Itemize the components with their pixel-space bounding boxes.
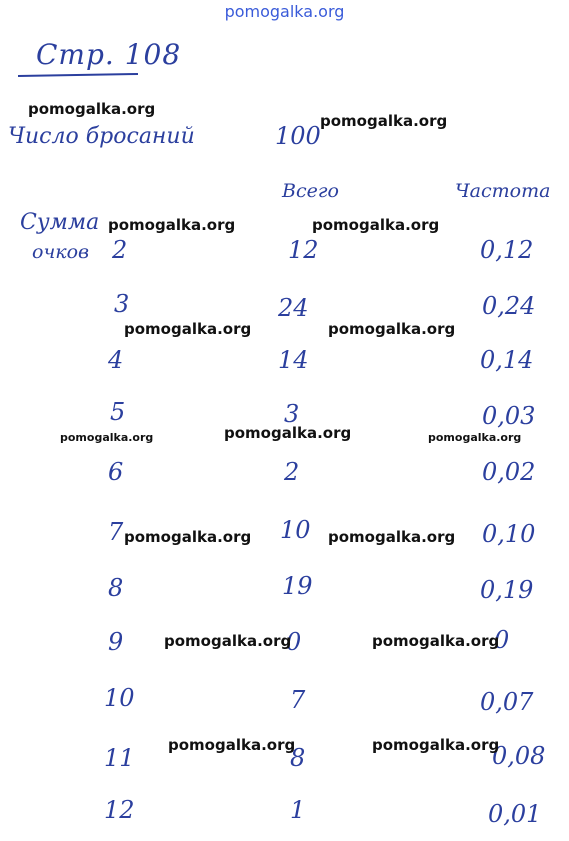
watermark: pomogalka.org [328,320,456,338]
throws-label: Число бросаний [8,124,195,149]
row-frequency: 0,14 [480,346,534,374]
watermark: pomogalka.org [124,528,252,546]
row-sum: 2 [112,236,128,264]
watermark: pomogalka.org [164,632,292,650]
page-reference-underline [18,73,138,77]
row-sum: 12 [104,796,135,824]
header-frequency: Частота [455,180,551,202]
row-frequency: 0,19 [480,576,534,604]
row-frequency: 0,07 [480,688,534,716]
row-total: 2 [284,458,300,486]
row-sum: 8 [108,574,124,602]
row-sum: 4 [108,346,124,374]
row-total: 0 [286,628,302,656]
watermark: pomogalka.org [372,632,500,650]
watermark: pomogalka.org [28,100,156,118]
throws-value: 100 [275,122,321,150]
row-total: 3 [284,400,300,428]
row-sum: 10 [104,684,135,712]
watermark: pomogalka.org [320,112,448,130]
row-sum: 9 [108,628,124,656]
watermark: pomogalka.org [124,320,252,338]
watermark: pomogalka.org [224,424,352,442]
row-sum: 3 [114,290,130,318]
row-frequency: 0,01 [488,800,542,828]
row-sum: 11 [104,744,135,772]
row-sum: 5 [110,398,126,426]
top-watermark: pomogalka.org [224,2,345,21]
watermark: pomogalka.org [372,736,500,754]
row-total: 12 [288,236,319,264]
row-total: 24 [278,294,309,322]
row-frequency: 0,08 [492,742,546,770]
watermark: pomogalka.org [312,216,440,234]
row-frequency: 0,10 [482,520,536,548]
row-total: 14 [278,346,309,374]
row-total: 7 [290,686,306,714]
row-frequency: 0,12 [480,236,534,264]
row-total: 10 [280,516,311,544]
header-total: Всего [282,180,339,202]
watermark: pomogalka.org [60,431,154,444]
watermark: pomogalka.org [328,528,456,546]
page-reference: Стр. 108 [36,38,182,71]
row-frequency: 0 [494,626,510,654]
header-sum-line1: Сумма [20,210,100,235]
row-sum: 6 [108,458,124,486]
row-frequency: 0,02 [482,458,536,486]
row-sum: 7 [108,518,124,546]
watermark: pomogalka.org [428,431,522,444]
watermark: pomogalka.org [168,736,296,754]
header-sum-line2: очков [32,241,90,263]
row-total: 19 [282,572,313,600]
row-total: 8 [290,744,306,772]
row-frequency: 0,24 [482,292,536,320]
row-frequency: 0,03 [482,402,536,430]
watermark: pomogalka.org [108,216,236,234]
row-total: 1 [290,796,306,824]
